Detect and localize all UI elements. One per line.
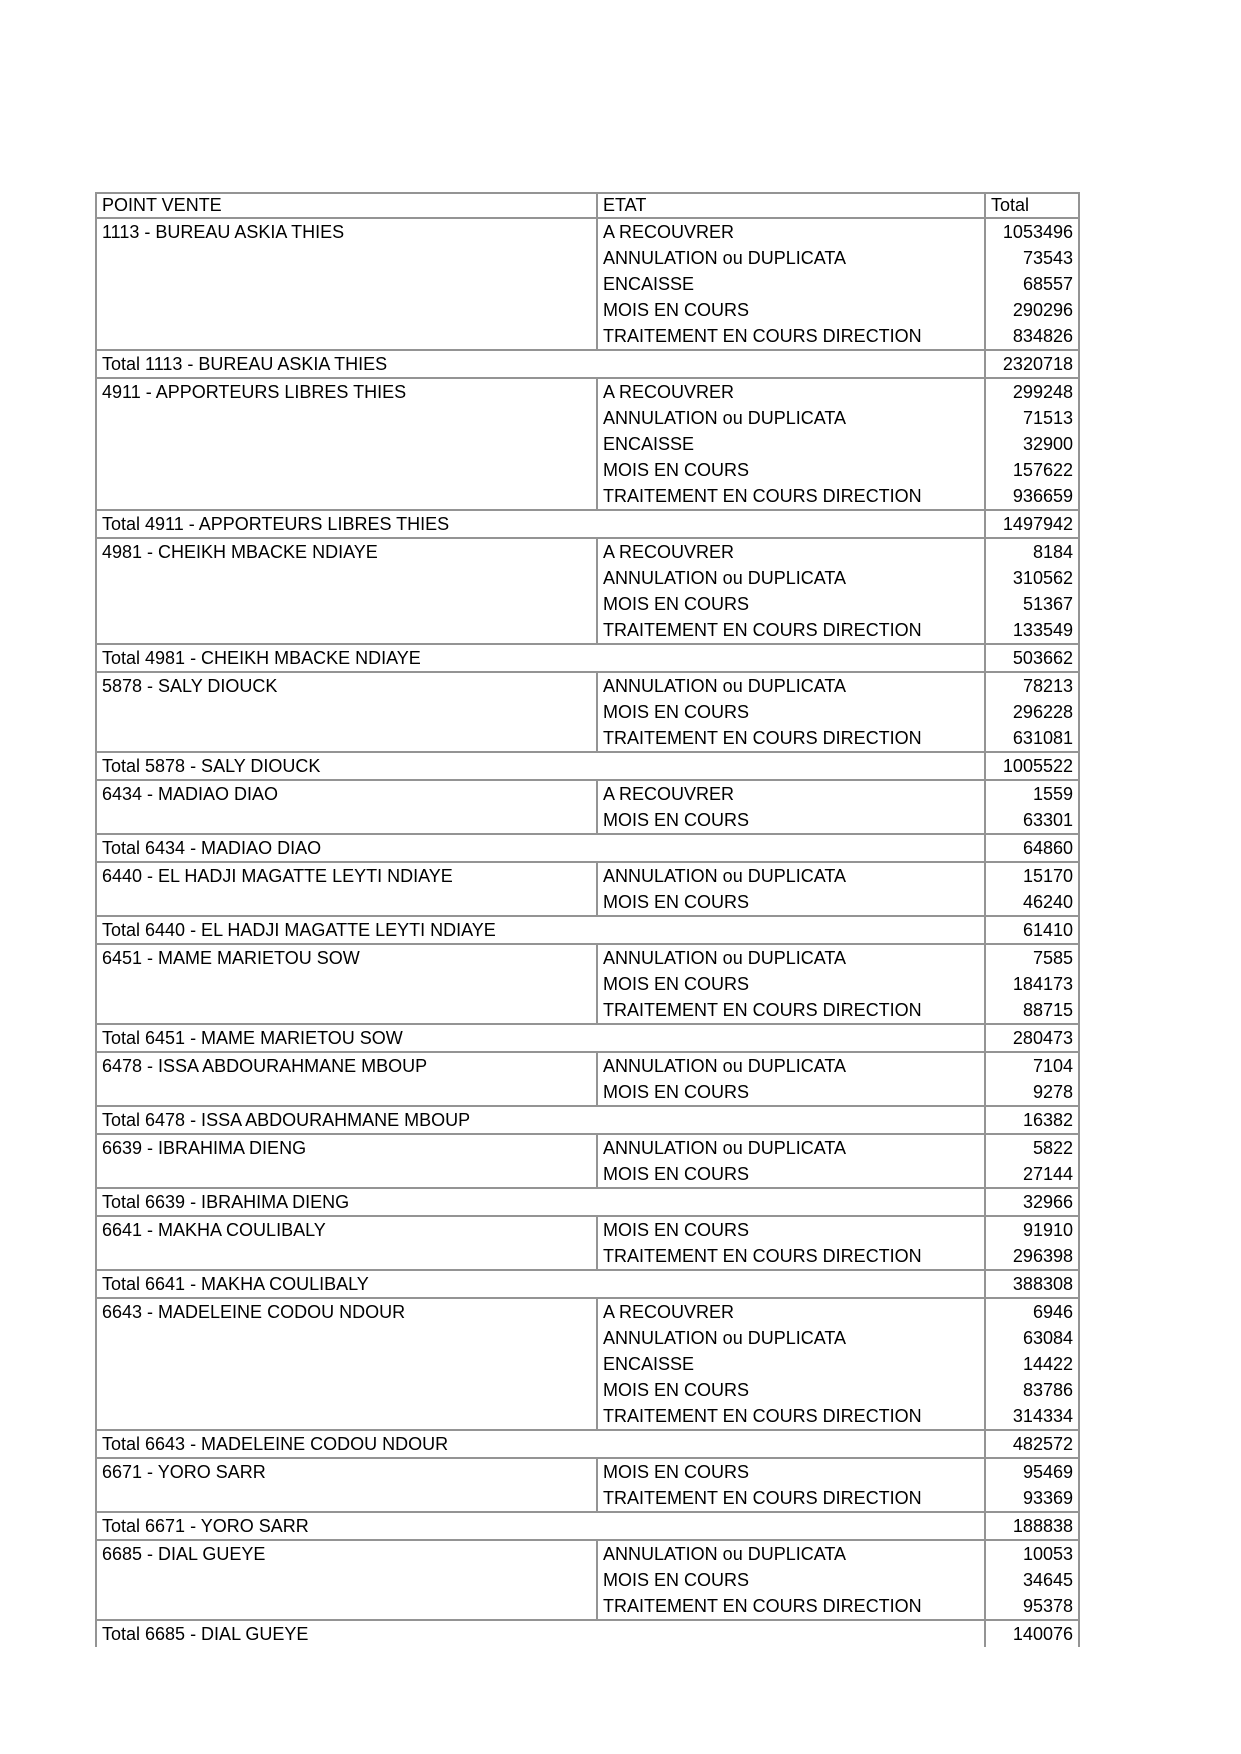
total-value-cell: 936659 [985, 483, 1079, 510]
group-total-value: 2320718 [985, 350, 1079, 378]
group-total-row [96, 1512, 1079, 1540]
group-total-row [96, 1270, 1079, 1298]
group-total-row [96, 1430, 1079, 1458]
point-vente-cell: 4981 - CHEIKH MBACKE NDIAYE [96, 538, 597, 644]
etat-cell: TRAITEMENT EN COURS DIRECTION [597, 725, 985, 752]
total-value-cell: 68557 [985, 271, 1079, 297]
group-total-label: Total 4911 - APPORTEURS LIBRES THIES [96, 510, 985, 538]
group-total-value: 1005522 [985, 752, 1079, 780]
group-total-row [96, 834, 1079, 862]
total-value-cell: 27144 [985, 1161, 1079, 1188]
group-total-value: 280473 [985, 1024, 1079, 1052]
group-total-label: Total 6685 - DIAL GUEYE [96, 1620, 985, 1647]
group-total-row [96, 752, 1079, 780]
group-total-row [96, 916, 1079, 944]
total-value-cell: 157622 [985, 457, 1079, 483]
detail-row [96, 1134, 1079, 1161]
group-total-label: Total 4981 - CHEIKH MBACKE NDIAYE [96, 644, 985, 672]
detail-row [96, 1052, 1079, 1079]
etat-cell: ANNULATION ou DUPLICATA [597, 1325, 985, 1351]
total-value-cell: 91910 [985, 1216, 1079, 1243]
etat-cell: ANNULATION ou DUPLICATA [597, 1134, 985, 1161]
group-total-value: 64860 [985, 834, 1079, 862]
total-value-cell: 834826 [985, 323, 1079, 350]
total-value-cell: 46240 [985, 889, 1079, 916]
total-value-cell: 73543 [985, 245, 1079, 271]
etat-cell: ANNULATION ou DUPLICATA [597, 245, 985, 271]
total-value-cell: 15170 [985, 862, 1079, 889]
point-vente-cell: 6639 - IBRAHIMA DIENG [96, 1134, 597, 1188]
total-value-cell: 7585 [985, 944, 1079, 971]
header-total: Total [985, 193, 1079, 218]
group-total-row [96, 1620, 1079, 1647]
group-total-label: Total 5878 - SALY DIOUCK [96, 752, 985, 780]
total-value-cell: 1053496 [985, 218, 1079, 245]
etat-cell: TRAITEMENT EN COURS DIRECTION [597, 1243, 985, 1270]
detail-row [96, 944, 1079, 971]
etat-cell: A RECOUVRER [597, 538, 985, 565]
table-header [96, 193, 1079, 218]
total-value-cell: 314334 [985, 1403, 1079, 1430]
total-value-cell: 290296 [985, 297, 1079, 323]
header-row [96, 193, 1079, 218]
etat-cell: ENCAISSE [597, 271, 985, 297]
point-vente-cell: 6685 - DIAL GUEYE [96, 1540, 597, 1620]
etat-cell: ANNULATION ou DUPLICATA [597, 565, 985, 591]
group-total-value: 61410 [985, 916, 1079, 944]
group-total-label: Total 6643 - MADELEINE CODOU NDOUR [96, 1430, 985, 1458]
table-body [96, 218, 1079, 1647]
total-value-cell: 631081 [985, 725, 1079, 752]
etat-cell: ANNULATION ou DUPLICATA [597, 1540, 985, 1567]
group-total-label: Total 6451 - MAME MARIETOU SOW [96, 1024, 985, 1052]
header-point-vente: POINT VENTE [96, 193, 597, 218]
etat-cell: MOIS EN COURS [597, 699, 985, 725]
total-value-cell: 310562 [985, 565, 1079, 591]
group-total-row [96, 1106, 1079, 1134]
etat-cell: MOIS EN COURS [597, 591, 985, 617]
etat-cell: MOIS EN COURS [597, 1161, 985, 1188]
total-value-cell: 9278 [985, 1079, 1079, 1106]
etat-cell: ENCAISSE [597, 1351, 985, 1377]
etat-cell: A RECOUVRER [597, 218, 985, 245]
group-total-value: 188838 [985, 1512, 1079, 1540]
total-value-cell: 184173 [985, 971, 1079, 997]
group-total-label: Total 6639 - IBRAHIMA DIENG [96, 1188, 985, 1216]
group-total-row [96, 350, 1079, 378]
point-vente-cell: 6643 - MADELEINE CODOU NDOUR [96, 1298, 597, 1430]
point-vente-cell: 6478 - ISSA ABDOURAHMANE MBOUP [96, 1052, 597, 1106]
etat-cell: ANNULATION ou DUPLICATA [597, 672, 985, 699]
point-vente-cell: 6641 - MAKHA COULIBALY [96, 1216, 597, 1270]
group-total-row [96, 1188, 1079, 1216]
total-value-cell: 83786 [985, 1377, 1079, 1403]
detail-row [96, 1540, 1079, 1567]
group-total-label: Total 6478 - ISSA ABDOURAHMANE MBOUP [96, 1106, 985, 1134]
total-value-cell: 63084 [985, 1325, 1079, 1351]
etat-cell: TRAITEMENT EN COURS DIRECTION [597, 1485, 985, 1512]
total-value-cell: 51367 [985, 591, 1079, 617]
etat-cell: MOIS EN COURS [597, 457, 985, 483]
total-value-cell: 296398 [985, 1243, 1079, 1270]
total-value-cell: 8184 [985, 538, 1079, 565]
etat-cell: MOIS EN COURS [597, 1377, 985, 1403]
point-vente-cell: 6440 - EL HADJI MAGATTE LEYTI NDIAYE [96, 862, 597, 916]
total-value-cell: 34645 [985, 1567, 1079, 1593]
total-value-cell: 296228 [985, 699, 1079, 725]
group-total-label: Total 6641 - MAKHA COULIBALY [96, 1270, 985, 1298]
point-vente-cell: 4911 - APPORTEURS LIBRES THIES [96, 378, 597, 510]
group-total-value: 388308 [985, 1270, 1079, 1298]
etat-cell: ENCAISSE [597, 431, 985, 457]
point-vente-cell: 5878 - SALY DIOUCK [96, 672, 597, 752]
point-vente-cell: 6671 - YORO SARR [96, 1458, 597, 1512]
group-total-row [96, 1024, 1079, 1052]
group-total-value: 1497942 [985, 510, 1079, 538]
etat-cell: ANNULATION ou DUPLICATA [597, 405, 985, 431]
point-vente-cell: 1113 - BUREAU ASKIA THIES [96, 218, 597, 350]
point-vente-cell: 6434 - MADIAO DIAO [96, 780, 597, 834]
etat-cell: ANNULATION ou DUPLICATA [597, 1052, 985, 1079]
detail-row [96, 378, 1079, 405]
etat-cell: A RECOUVRER [597, 1298, 985, 1325]
group-total-value: 32966 [985, 1188, 1079, 1216]
total-value-cell: 71513 [985, 405, 1079, 431]
detail-row [96, 862, 1079, 889]
etat-cell: TRAITEMENT EN COURS DIRECTION [597, 323, 985, 350]
etat-cell: MOIS EN COURS [597, 1079, 985, 1106]
total-value-cell: 63301 [985, 807, 1079, 834]
group-total-value: 140076 [985, 1620, 1079, 1647]
etat-cell: MOIS EN COURS [597, 1567, 985, 1593]
group-total-label: Total 1113 - BUREAU ASKIA THIES [96, 350, 985, 378]
etat-cell: TRAITEMENT EN COURS DIRECTION [597, 1593, 985, 1620]
etat-cell: TRAITEMENT EN COURS DIRECTION [597, 483, 985, 510]
total-value-cell: 6946 [985, 1298, 1079, 1325]
etat-cell: ANNULATION ou DUPLICATA [597, 944, 985, 971]
group-total-value: 16382 [985, 1106, 1079, 1134]
detail-row [96, 218, 1079, 245]
etat-cell: MOIS EN COURS [597, 297, 985, 323]
etat-cell: A RECOUVRER [597, 378, 985, 405]
total-value-cell: 32900 [985, 431, 1079, 457]
total-value-cell: 7104 [985, 1052, 1079, 1079]
etat-cell: TRAITEMENT EN COURS DIRECTION [597, 997, 985, 1024]
group-total-row [96, 510, 1079, 538]
detail-row [96, 780, 1079, 807]
total-value-cell: 14422 [985, 1351, 1079, 1377]
etat-cell: TRAITEMENT EN COURS DIRECTION [597, 617, 985, 644]
total-value-cell: 10053 [985, 1540, 1079, 1567]
etat-cell: TRAITEMENT EN COURS DIRECTION [597, 1403, 985, 1430]
total-value-cell: 78213 [985, 672, 1079, 699]
etat-cell: MOIS EN COURS [597, 971, 985, 997]
etat-cell: MOIS EN COURS [597, 807, 985, 834]
etat-cell: A RECOUVRER [597, 780, 985, 807]
detail-row [96, 1298, 1079, 1325]
detail-row [96, 672, 1079, 699]
group-total-value: 482572 [985, 1430, 1079, 1458]
total-value-cell: 93369 [985, 1485, 1079, 1512]
total-value-cell: 95469 [985, 1458, 1079, 1485]
etat-cell: MOIS EN COURS [597, 1458, 985, 1485]
report-table [95, 192, 1080, 1647]
detail-row [96, 538, 1079, 565]
point-vente-cell: 6451 - MAME MARIETOU SOW [96, 944, 597, 1024]
total-value-cell: 88715 [985, 997, 1079, 1024]
group-total-value: 503662 [985, 644, 1079, 672]
group-total-row [96, 644, 1079, 672]
etat-cell: ANNULATION ou DUPLICATA [597, 862, 985, 889]
etat-cell: MOIS EN COURS [597, 889, 985, 916]
total-value-cell: 95378 [985, 1593, 1079, 1620]
header-etat: ETAT [597, 193, 985, 218]
etat-cell: MOIS EN COURS [597, 1216, 985, 1243]
detail-row [96, 1216, 1079, 1243]
group-total-label: Total 6671 - YORO SARR [96, 1512, 985, 1540]
group-total-label: Total 6440 - EL HADJI MAGATTE LEYTI NDIAYE [96, 916, 985, 944]
total-value-cell: 299248 [985, 378, 1079, 405]
group-total-label: Total 6434 - MADIAO DIAO [96, 834, 985, 862]
detail-row [96, 1458, 1079, 1485]
total-value-cell: 133549 [985, 617, 1079, 644]
total-value-cell: 5822 [985, 1134, 1079, 1161]
total-value-cell: 1559 [985, 780, 1079, 807]
